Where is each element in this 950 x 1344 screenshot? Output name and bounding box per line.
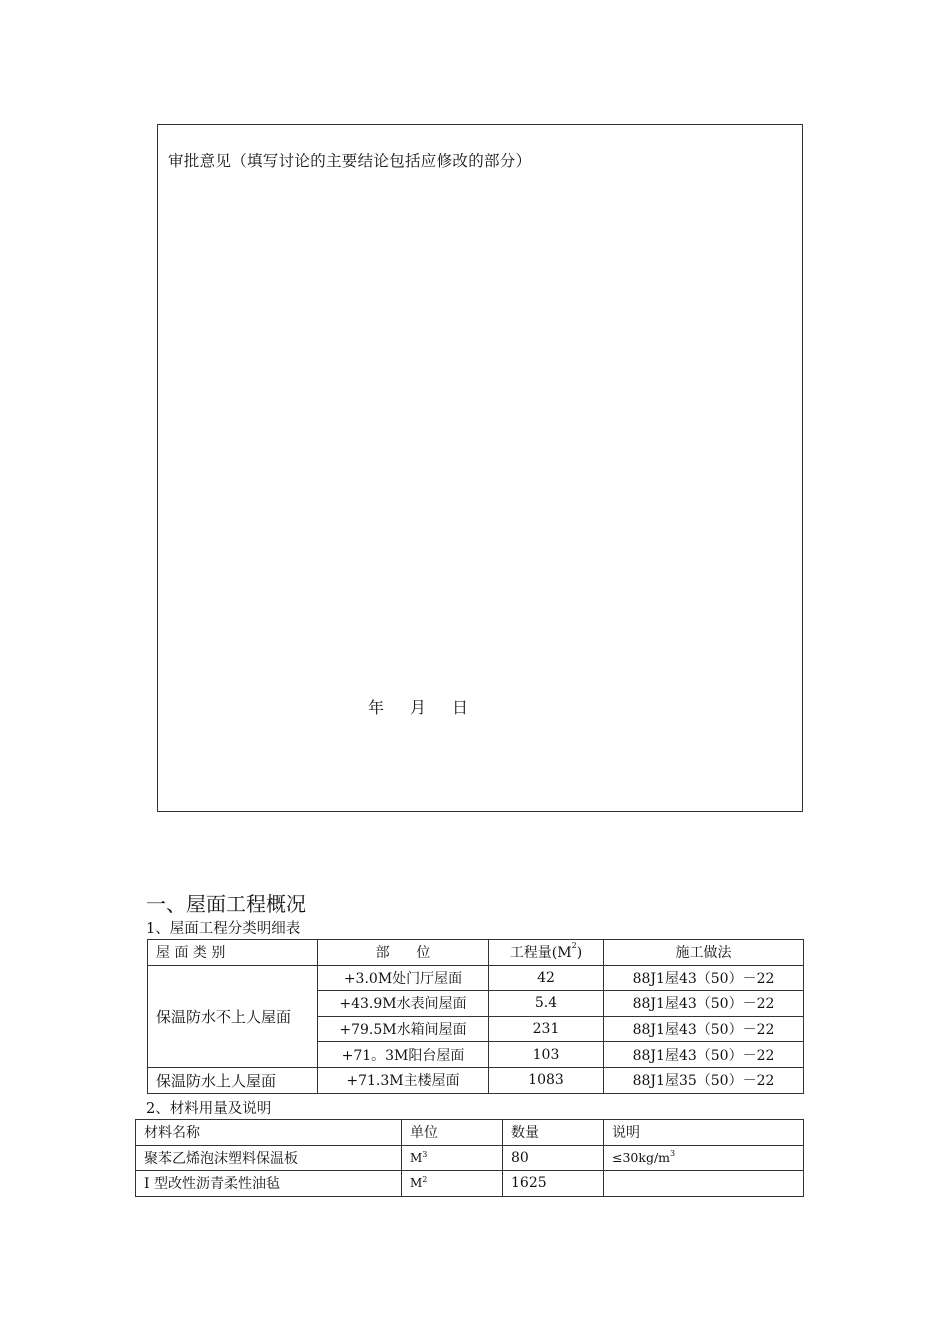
method-cell: 88J1屋43（50）－22 xyxy=(604,991,804,1017)
material-name-cell: 聚苯乙烯泡沫塑料保温板 xyxy=(136,1145,402,1171)
method-cell: 88J1屋43（50）－22 xyxy=(604,1016,804,1042)
date-year-label: 年 xyxy=(368,698,385,717)
quantity-cell: 5.4 xyxy=(489,991,604,1017)
header-method: 施工做法 xyxy=(604,940,804,966)
section-title: 一、屋面工程概况 xyxy=(146,892,306,916)
method-cell: 88J1屋43（50）－22 xyxy=(604,965,804,991)
header-note: 说明 xyxy=(604,1120,804,1146)
roof-table-title: 1、屋面工程分类明细表 xyxy=(146,921,301,937)
date-line xyxy=(368,695,468,718)
header-location: 部 位 xyxy=(318,940,489,966)
method-cell: 88J1屋35（50）－22 xyxy=(604,1067,804,1093)
quantity-cell: 42 xyxy=(489,965,604,991)
quantity-cell: 80 xyxy=(503,1145,604,1171)
material-name-cell: Ⅰ 型改性沥青柔性油毡 xyxy=(136,1171,402,1197)
method-cell: 88J1屋43（50）－22 xyxy=(604,1042,804,1068)
header-quantity: 数量 xyxy=(503,1120,604,1146)
table-header-row xyxy=(148,940,804,966)
location-cell: +79.5M水箱间屋面 xyxy=(318,1016,489,1042)
unit-cell: $M^2$ xyxy=(402,1171,503,1197)
roof-type-cell: 保温防水不上人屋面 xyxy=(148,965,318,1067)
material-table xyxy=(135,1119,804,1197)
note-cell xyxy=(604,1171,804,1197)
header-roof-type: 屋 面 类 别 xyxy=(148,940,318,966)
quantity-cell: 103 xyxy=(489,1042,604,1068)
table-row xyxy=(136,1145,804,1171)
approval-label: 审批意见（填写讨论的主要结论包括应修改的部分） xyxy=(168,152,532,170)
header-unit: 单位 xyxy=(402,1120,503,1146)
roof-type-cell: 保温防水上人屋面 xyxy=(148,1067,318,1093)
table-header-row xyxy=(136,1120,804,1146)
header-quantity: 工程量$(M^2)$ xyxy=(489,940,604,966)
location-cell: +71.3M主楼屋面 xyxy=(318,1067,489,1093)
quantity-cell: 1083 xyxy=(489,1067,604,1093)
material-table-title: 2、材料用量及说明 xyxy=(146,1101,272,1117)
date-day-label: 日 xyxy=(452,698,469,717)
roof-classification-table xyxy=(147,939,804,1094)
location-cell: +3.0M处门厅屋面 xyxy=(318,965,489,991)
note-cell: $\le 30kg/m^3$ xyxy=(604,1145,804,1171)
table-row xyxy=(148,1067,804,1093)
location-cell: +43.9M水表间屋面 xyxy=(318,991,489,1017)
quantity-cell: 231 xyxy=(489,1016,604,1042)
header-material-name: 材料名称 xyxy=(136,1120,402,1146)
table-row xyxy=(148,965,804,991)
location-cell: +71。3M阳台屋面 xyxy=(318,1042,489,1068)
quantity-cell: 1625 xyxy=(503,1171,604,1197)
date-month-label: 月 xyxy=(410,698,427,717)
approval-box xyxy=(157,124,803,812)
unit-cell: $M^3$ xyxy=(402,1145,503,1171)
table-row xyxy=(136,1171,804,1197)
